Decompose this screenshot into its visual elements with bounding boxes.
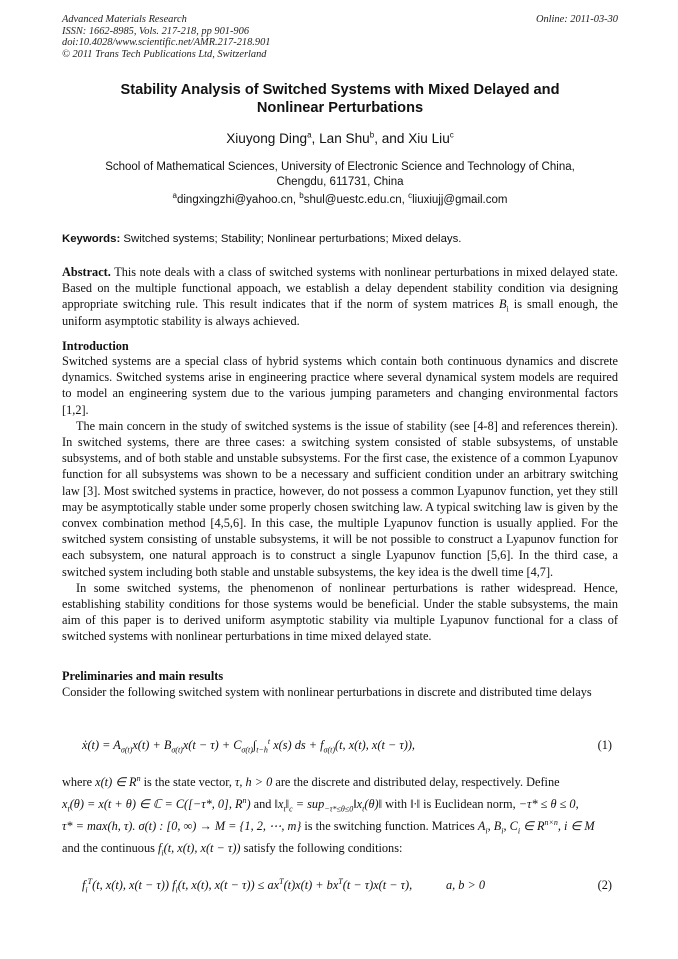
title-line-1: Stability Analysis of Switched Systems with Mixed Delayed and [120,82,560,98]
equation-2-body: $f_i^T(t$, x(t), x(t − τ)) $f_i(t$, x(t), $x(t - \tau)) \le ax^T(t)x(t) + bx^T(t - \tau)x(t - \tau)$, a, b > 0 [82,876,486,895]
email-address[interactable]: dingxingzhi@yahoo.cn, [176,194,300,206]
author-name: Lan Shu [319,131,370,146]
intro-paragraph-1: Switched systems are a special class of hybrid systems which contain both continuous dynamics and discrete dynamics. Switched systems arise in engineering practice where several dynamical system models are required to model an engineering system due to the various jumping parameters and changing environmental factors [1,2]. [62,354,618,417]
email-mark: c [408,191,413,201]
author-separator: , and [374,131,409,146]
equation-2-number: (2) [597,878,612,892]
author-separator: , [311,131,320,146]
text-run: is the switching function. Matrices [301,819,478,833]
title-line-2: Nonlinear Perturbations [256,100,424,116]
math-inline: x(t) ∈ $R^n$ [95,773,141,789]
math-inline: τ, h > 0 [235,775,273,789]
email-mark: b [299,191,304,201]
math-inline: $‖x_t‖_c$ = $sup_{-\tau*\le\theta\le 0}‖x_t(\theta)‖$ [274,797,383,814]
abstract-text-1: This note deals with a class of switched systems with nonlinear perturbations in mixed delayed state. Based on the multiple functional appoach, we establish a delay dependent stability condition via designing appropriate switching rule. This result indicates that if the norm of system matrices [62,265,618,312]
text-run: satisfy the following conditions: [240,841,403,855]
author-mark: a [307,130,312,140]
author-list [62,131,618,147]
abstract-text-2: is small enough, the uniform asymptotic stability is always achieved. [62,297,618,328]
math-inline: ‖·‖ [410,797,421,811]
email-list [62,193,618,207]
doi-line[interactable]: doi:10.4028/www.scientific.net/AMR.217-218.901 [62,37,271,49]
introduction-body [62,353,618,645]
text-run: are the discrete and distributed delay, respectively. Define [272,775,560,789]
email-address[interactable]: liuxiujj@gmail.com [412,194,508,206]
prelim-heading: Preliminaries and main results [62,669,224,683]
prelim-text: Consider the following switched system with nonlinear perturbations in discrete and distributed time delays [62,685,592,699]
paper-title [62,81,618,117]
equation-1-body: ẋ(t) = $A_{\sigma(t)}x(t) + B_{\sigma(t)}x(t - \tau) + C_{\sigma(t)}\int_{t-h}^t$ x(s) ds + $f_{\sigma(t)}(t$, x(t), x(t − τ)), [82,736,415,755]
math-inline: −τ* ≤ θ ≤ 0, [518,797,579,811]
affiliation-line-1: School of Mathematical Sciences, University of Electronic Science and Technology of China, [105,161,575,173]
abstract-symbol: B [499,297,507,312]
affiliation-line-2: Chengdu, 611731, China [276,176,404,188]
keywords-label: Keywords: [62,233,121,245]
copyright-line: © 2011 Trans Tech Publications Ltd, Switzerland [62,48,267,60]
abstract-subscript: i [506,304,509,314]
text-run: and the continuous [62,841,158,855]
intro-paragraph-2: The main concern in the study of switched systems is the issue of stability (see [4-8] and references therein). In switched systems, there are three cases: a switching system consisted of stable subsystems, of unstable subsystems, and of both stable and unstable subsystems. For the first case, the existence of a common Lyapunov function for all subsystems was shown to be a necessary and sufficient condition under an arbitrary switching law [3]. Most switched systems in practice, however, do not possess a common Lyapunov function, yet they still may be asymptotically stable under some properly chosen switching law. A typical switching law is given by the convex combination method [4,5,6]. In this case, the multiple Lyapunov function is usually applied. For the switched system consisting of unstable subsystems, it will be not possible to construct a Lyapunov function for each subsystem, one natural approach is to construct a single Lyapunov function [5,6]. In the third case, a switched system including both stable and unstable subsystems, the key idea is the dwell time [4,7]. [62,418,618,579]
author-name: Xiu Liu [408,131,450,146]
author-name: Xiuyong Ding [226,131,308,146]
email-mark: a [172,191,177,201]
equation-1-number: (1) [597,738,612,752]
affiliation [62,160,618,190]
text-run: and [250,797,275,811]
journal-name: Advanced Materials Research [62,14,187,25]
abstract-label: Abstract. [62,265,111,279]
math-inline: $f_i(t$, x(t), x(t − τ)) [157,841,241,858]
text-run: with [382,797,411,811]
keywords-text: Switched systems; Stability; Nonlinear perturbations; Mixed delays. [120,233,462,245]
abstract [62,264,618,329]
math-inline: τ* = max(h, τ). σ(t) : [0, ∞) → M = {1, 2, ⋯, m} [62,819,302,833]
math-inline: $A_i$, $B_i$, $C_i$ ∈ $R^{n\times n}$, i ∈ M [477,817,595,836]
intro-paragraph-3: In some switched systems, the phenomenon of nonlinear perturbations is rather widespread. Hence, establishing stability conditions for those systems would be beneficial. Under the stable subsystems, the main aim of this paper is to derived uniform asymptotic stability via multiple Lyapunov functional for a class of switched systems with nonlinear perturbations in time mixed delayed state. [62,580,618,644]
author-mark: b [369,130,375,140]
text-run: where [62,775,96,789]
definitions-paragraph [62,771,618,859]
keywords [62,232,618,246]
text-run: is Euclidean norm, [420,797,519,811]
issn-line: ISSN: 1662-8985, Vols. 217-218, pp 901-906 [62,25,250,37]
author-mark: c [449,130,454,140]
text-run: is the state vector, [140,775,235,789]
email-address[interactable]: shul@uestc.edu.cn, [303,194,409,206]
math-inline: $x_t(\theta) = x(t + \theta)$ ∈ ℂ = C([−τ*, 0], $R^n$) [62,795,251,814]
intro-heading: Introduction [62,339,129,353]
online-date: Online: 2011-03-30 [535,14,618,25]
